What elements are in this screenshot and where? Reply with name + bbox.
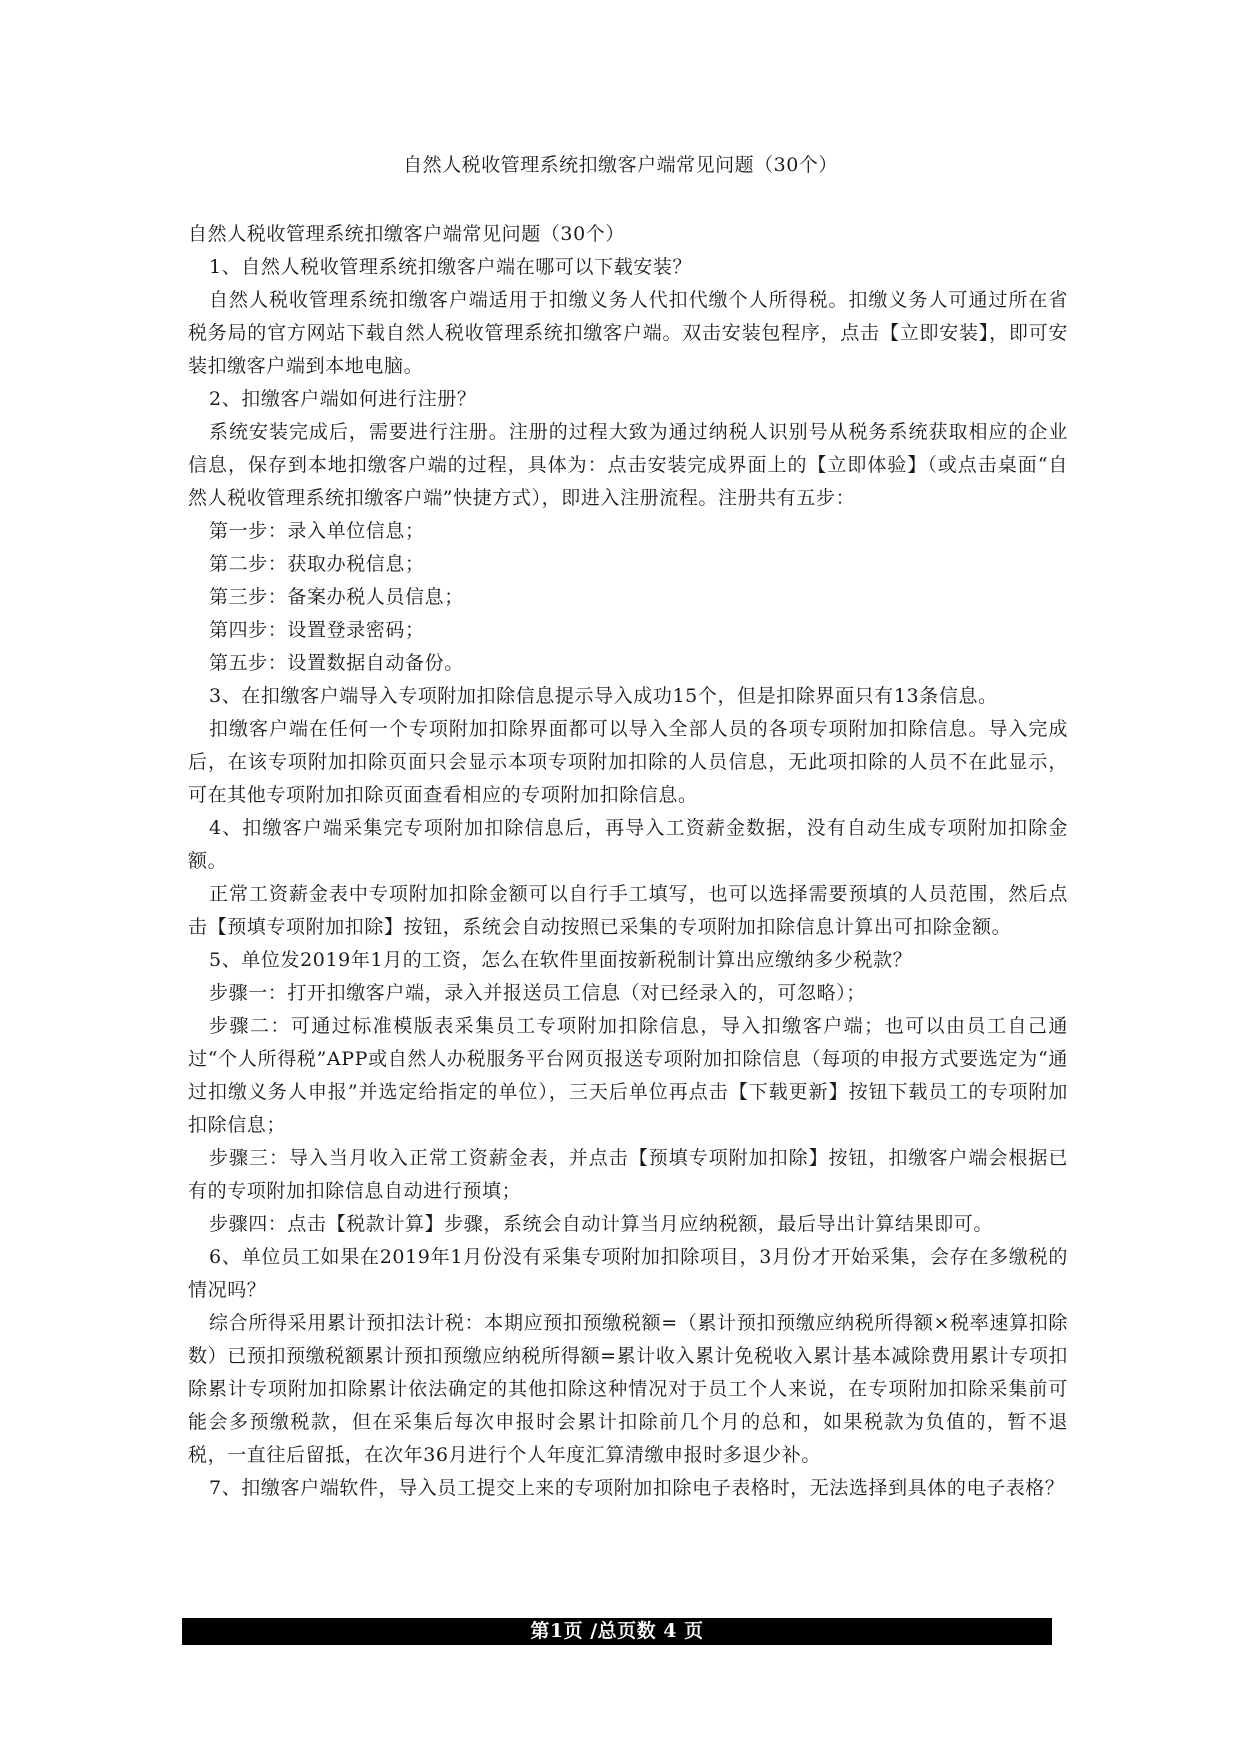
body-heading: 自然人税收管理系统扣缴客户端常见问题（30个） — [188, 223, 625, 245]
answer-2: 系统安装完成后，需要进行注册。注册的过程大致为通过纳税人识别号从税务系统获取相应的企业信息，保存到本地扣缴客户端的过程，具体为：点击安装完成界面上的【立即体验】（或点击桌面“自然人税收管理系统扣缴客户端”快捷方式），即进入注册流程。注册共有五步： — [188, 421, 1068, 509]
document-body — [188, 218, 1068, 1505]
question-5: 5、单位发2019年1月的工资，怎么在软件里面按新税制计算出应缴纳多少税款？ — [209, 949, 913, 971]
step-3: 第三步：备案办税人员信息； — [209, 586, 464, 608]
question-2: 2、扣缴客户端如何进行注册？ — [209, 388, 477, 410]
page-number-label: 第1页 /总页数 4 页 — [530, 1620, 704, 1642]
answer-5-step-1: 步骤一：打开扣缴客户端，录入并报送员工信息（对已经录入的，可忽略）； — [209, 982, 866, 1004]
answer-5-step-4: 步骤四：点击【税款计算】步骤，系统会自动计算当月应纳税额，最后导出计算结果即可。 — [209, 1213, 994, 1235]
answer-6: 综合所得采用累计预扣法计税：本期应预扣预缴税额=（累计预扣预缴应纳税所得额×税率速算扣除数）已预扣预缴税额累计预扣预缴应纳税所得额=累计收入累计免税收入累计基本减除费用累计专项扣除累计专项附加扣除累计依法确定的其他扣除这种情况对于员工个人来说，在专项附加扣除采集前可能会多预缴税款，但在采集后每次申报时会累计扣除前几个月的总和，如果税款为负值的，暂不退税，一直往后留抵，在次年36月进行个人年度汇算清缴申报时多退少补。 — [188, 1312, 1068, 1466]
answer-1: 自然人税收管理系统扣缴客户端适用于扣缴义务人代扣代缴个人所得税。扣缴义务人可通过所在省税务局的官方网站下载自然人税收管理系统扣缴客户端。双击安装包程序，点击【立即安装】，即可安装扣缴客户端到本地电脑。 — [188, 289, 1068, 377]
step-5: 第五步：设置数据自动备份。 — [209, 652, 464, 674]
answer-5-step-2: 步骤二：可通过标准模版表采集员工专项附加扣除信息，导入扣缴客户端；也可以由员工自己通过“个人所得税”APP或自然人办税服务平台网页报送专项附加扣除信息（每项的申报方式要选定为“通过扣缴义务人申报”并选定给指定的单位），三天后单位再点击【下载更新】按钮下载员工的专项附加扣除信息； — [188, 1015, 1068, 1136]
step-4: 第四步：设置登录密码； — [209, 619, 425, 641]
question-7: 7、扣缴客户端软件，导入员工提交上来的专项附加扣除电子表格时，无法选择到具体的电子表格？ — [209, 1477, 1065, 1499]
question-6: 6、单位员工如果在2019年1月份没有采集专项附加扣除项目，3月份才开始采集，会存在多缴税的情况吗？ — [188, 1246, 1068, 1301]
step-2: 第二步：获取办税信息； — [209, 553, 425, 575]
answer-5-step-3: 步骤三：导入当月收入正常工资薪金表，并点击【预填专项附加扣除】按钮，扣缴客户端会根据已有的专项附加扣除信息自动进行预填； — [188, 1147, 1068, 1202]
answer-3: 扣缴客户端在任何一个专项附加扣除界面都可以导入全部人员的各项专项附加扣除信息。导入完成后，在该专项附加扣除页面只会显示本项专项附加扣除的人员信息，无此项扣除的人员不在此显示，可在其他专项附加扣除页面查看相应的专项附加扣除信息。 — [188, 718, 1068, 806]
question-3: 3、在扣缴客户端导入专项附加扣除信息提示导入成功15个，但是扣除界面只有13条信息。 — [209, 685, 998, 707]
step-1: 第一步：录入单位信息； — [209, 520, 425, 542]
document-title: 自然人税收管理系统扣缴客户端常见问题（30个） — [403, 154, 838, 176]
question-1: 1、自然人税收管理系统扣缴客户端在哪可以下载安装？ — [209, 256, 693, 278]
question-4: 4、扣缴客户端采集完专项附加扣除信息后，再导入工资薪金数据，没有自动生成专项附加扣除金额。 — [188, 817, 1068, 872]
page-footer — [182, 1618, 1052, 1645]
answer-4: 正常工资薪金表中专项附加扣除金额可以自行手工填写，也可以选择需要预填的人员范围，然后点击【预填专项附加扣除】按钮，系统会自动按照已采集的专项附加扣除信息计算出可扣除金额。 — [188, 883, 1068, 938]
